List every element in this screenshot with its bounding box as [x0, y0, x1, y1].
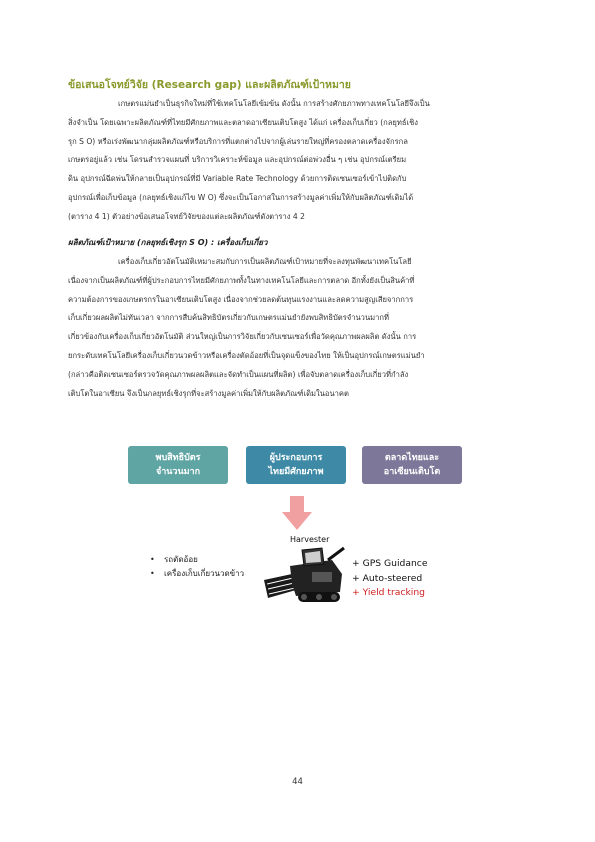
paragraph-line: สิ่งจำเป็น โดยเฉพาะผลิตภัณฑ์ที่ไทยมีศักยภาพและตลาดอาเซียนเติบโตสูง ได้แก่ เครื่องเก็บเกี่ยว (กลยุทธ์เชิง [68, 117, 418, 127]
harvester-icon [262, 544, 346, 606]
box-line: ไทยมีศักยภาพ [268, 467, 324, 477]
list-item-label: เครื่องเก็บเกี่ยวนวดข้าว [164, 569, 245, 578]
bullet-icon: • [150, 569, 155, 578]
paragraph-line: (กล่าวคือติดเซนเซอร์ตรวจวัดคุณภาพผลผลิตและจัดทำเป็นแผนที่ผลิต) เพื่อจับตลาดเครื่องเก็บเกี่ยวที่กำลัง [68, 369, 409, 379]
paragraph-line: เกษตรอยู่แล้ว เช่น โดรนสำรวจแผนที่ บริการวิเคราะห์ข้อมูล และอุปกรณ์ต่อพ่วงอื่น ๆ เช่น อุปกรณ์เตรียม [68, 155, 407, 165]
harvester-label: Harvester [290, 535, 330, 544]
paragraph-line: เก็บเกี่ยวผลผลิตไม่ทันเวลา จากการสืบค้นสิทธิบัตรเกี่ยวกับเกษตรแม่นยำยังพบสิทธิบัตรจำนวนมากที่ [68, 313, 390, 323]
page-number: 44 [292, 777, 303, 787]
feature-yield-tracking: + Yield tracking [352, 587, 426, 598]
paragraph-line: อุปกรณ์เพื่อเก็บข้อมูล (กลยุทธ์เชิงแก้ไข W O) ซึ่งจะเป็นโอกาสในการสร้างมูลค่าเพิ่มให้กับผลิตภัณฑ์เดิมได้ [68, 192, 414, 202]
section-heading: ข้อเสนอโจทย์วิจัย (Research gap) และผลิตภัณฑ์เป้าหมาย [68, 79, 351, 91]
list-item-label: รถตัดอ้อย [164, 555, 198, 564]
bullet-icon: • [150, 555, 155, 564]
feature-auto-steered: + Auto-steered [352, 572, 423, 584]
list-item [150, 567, 244, 581]
paragraph-line: เกี่ยวข้องกับเครื่องเก็บเกี่ยวอัตโนมัติ ส่วนใหญ่เป็นการวิจัยเกี่ยวกับเซนเซอร์เพื่อวัดคุณภาพผลผลิต ดังนั้น การ [68, 332, 417, 342]
box-line: ตลาดไทยและ [384, 453, 440, 463]
paragraph-line: ความต้องการของเกษตรกรในอาเซียนเติบโตสูง เนื่องจากช่วยลดต้นทุนแรงงานและลดความสูญเสียจากการ [68, 294, 414, 304]
paragraph-line: ดิน อุปกรณ์ฉีดพ่นให้กลายเป็นอุปกรณ์ที่มี Variable Rate Technology ด้วยการติดเซนเซอร์เข้าไปติดกับ [68, 174, 407, 184]
paragraph-line: เติบโตในอาเซียน จึงเป็นกลยุทธ์เชิงรุกที่จะสร้างมูลค่าเพิ่มให้กับผลิตภัณฑ์เดิมในอนาคต [68, 388, 349, 398]
paragraph-1 [68, 95, 533, 227]
box-line: จำนวนมาก [155, 467, 201, 477]
paragraph-line: เครื่องเก็บเกี่ยวอัตโนมัติเหมาะสมกับการเป็นผลิตภัณฑ์เป้าหมายที่จะลงทุนพัฒนาเทคโนโลยี [118, 257, 412, 266]
feature-list [352, 557, 428, 601]
down-arrow-icon [282, 496, 312, 530]
box-line: อาเซียนเติบโต [383, 467, 441, 477]
feature-gps: + GPS Guidance [352, 558, 428, 569]
paragraph-line: เนื่องจากเป็นผลิตภัณฑ์ที่ผู้ประกอบการไทยมีศักยภาพทั้งในทางเทคโนโลยีและการตลาด อีกทั้งยังเป็นสินค้าที่ [68, 275, 415, 285]
paragraph-line: รุก S O) หรือเร่งพัฒนากลุ่มผลิตภัณฑ์หรือบริการที่แตกต่างไปจากผู้เล่นรายใหญ่ที่ครองตลาดเครื่องจักรกล [68, 136, 408, 146]
paragraph-line: (ตาราง 4 1) ตัวอย่างข้อเสนอโจทย์วิจัยของแต่ละผลิตภัณฑ์ดังตาราง 4 2 [68, 211, 305, 221]
box-line: พบสิทธิบัตร [155, 453, 201, 463]
entrepreneur-box [246, 446, 346, 484]
market-box [362, 446, 462, 484]
sub-heading: ผลิตภัณฑ์เป้าหมาย (กลยุทธ์เชิงรุก S O) : เครื่องเก็บเกี่ยว [68, 238, 268, 247]
paragraph-2 [68, 253, 533, 403]
harvester-types-list [150, 553, 244, 581]
paragraph-line: ยกระดับเทคโนโลยีเครื่องเก็บเกี่ยวนวดข้าวหรือเครื่องตัดอ้อยที่เป็นจุดแข็งของไทย ให้เป็นอุปกรณ์เกษตรแม่นยำ [68, 350, 425, 360]
paragraph-line: เกษตรแม่นยำเป็นธุรกิจใหม่ที่ใช้เทคโนโลยีเข้มข้น ดังนั้น การสร้างศักยภาพทางเทคโนโลยีจึงเป็น [118, 99, 430, 108]
box-line: ผู้ประกอบการ [269, 453, 323, 463]
list-item [150, 553, 244, 567]
patent-box [128, 446, 228, 484]
